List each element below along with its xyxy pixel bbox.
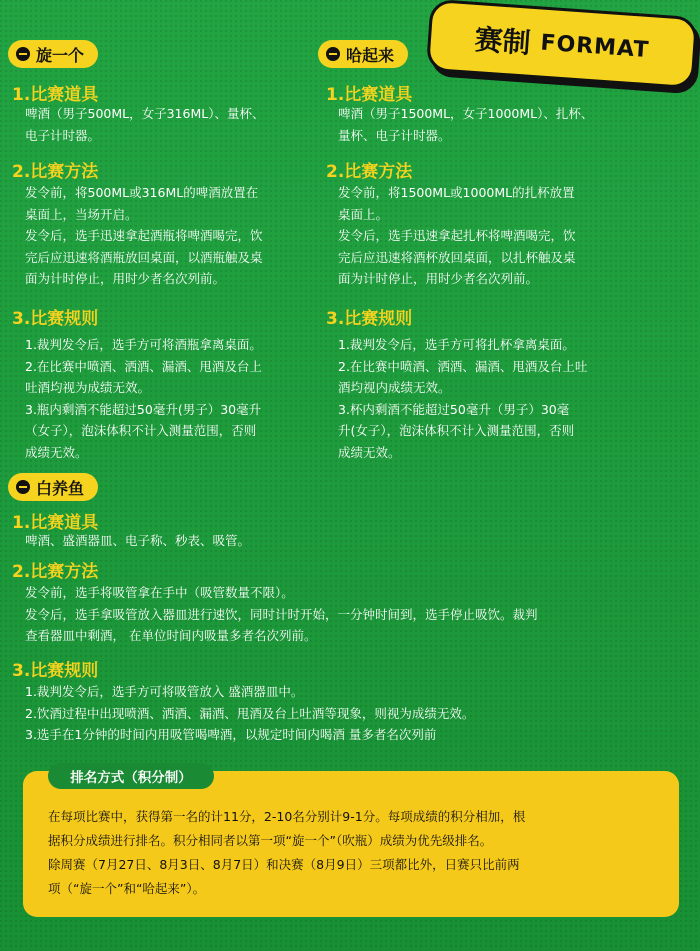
section-title-cheers xyxy=(318,40,408,68)
heading-method: 2.比赛方法 xyxy=(326,162,413,182)
heading-method: 2.比赛方法 xyxy=(12,562,99,582)
heading-tools: 1.比赛道具 xyxy=(12,85,99,105)
badge-title-zh: 赛制 xyxy=(473,22,532,60)
rules-text: 1.裁判发令后，选手方可将酒瓶拿离桌面。 2.在比赛中喷酒、洒酒、漏酒、甩酒及台上 吐酒均视为成绩无效。 3.瓶内剩酒不能超过50毫升(男子）30毫升 （女子），泡沫体积不计入测量范围，否则 成绩无效。 xyxy=(25,337,262,460)
format-badge xyxy=(426,0,698,89)
method-text: 发令前，将500ML或316ML的啤酒放置在 桌面上，当场开启。 发令后，选手迅速拿起酒瓶将啤酒喝完，饮 完后应迅速将酒瓶放回桌面，以酒瓶触及桌 面为计时停止，用时少者名次列前。 xyxy=(25,185,263,286)
heading-tools: 1.比赛道具 xyxy=(326,85,413,105)
ranking-title: 排名方式（积分制） xyxy=(48,763,214,789)
method-text: 发令前，选手将吸管拿在手中（吸管数量不限）。 发令后，选手拿吸管放入器皿进行速饮，同时计时开始，一分钟时间到，选手停止吸饮。裁判 查看器皿中剩酒， 在单位时间内吸量多者名次列前。 xyxy=(25,585,538,643)
method-text: 发令前，将1500ML或1000ML的扎杯放置 桌面上。 发令后，选手迅速拿起扎杯将啤酒喝完，饮 完后应迅速将酒杯放回桌面，以扎杯触及桌 面为计时停止，用时少者名次列前。 xyxy=(338,185,576,286)
tools-text: 啤酒（男子500ML，女子316ML）、量杯、 电子计时器。 xyxy=(25,106,265,143)
minus-circle-icon xyxy=(16,480,30,494)
tools-text: 啤酒、盛酒器皿、电子称、秒表、吸管。 xyxy=(25,533,251,548)
heading-rules: 3.比赛规则 xyxy=(12,309,99,329)
tools-text: 啤酒（男子1500ML，女子1000ML）、扎杯、 量杯、电子计时器。 xyxy=(338,106,594,143)
section-title-label: 白养鱼 xyxy=(36,478,85,498)
badge-title-en: FORMAT xyxy=(539,30,651,63)
section-title-label: 哈起来 xyxy=(346,45,395,65)
section-title-fish xyxy=(8,473,98,501)
ranking-text: 在每项比赛中，获得第一名的计11分，2-10名分别计9-1分。每项成绩的积分相加，根 据积分成绩进行排名。积分相同者以第一项“旋一个”（吹瓶）成绩为优先级排名。 除周赛（7月27日、8月3日、8月7日）和决赛（8月9日）三项都比外，日赛只比前两 项（“旋一个”和“哈起来”）。 xyxy=(48,809,526,896)
heading-rules: 3.比赛规则 xyxy=(326,309,413,329)
minus-circle-icon xyxy=(16,47,30,61)
heading-rules: 3.比赛规则 xyxy=(12,661,99,681)
heading-method: 2.比赛方法 xyxy=(12,162,99,182)
rules-text: 1.裁判发令后，选手方可将吸管放入 盛酒器皿中。 2.饮酒过程中出现喷酒、洒酒、漏酒、甩酒及台上吐酒等现象，则视为成绩无效。 3.选手在1分钟的时间内用吸管喝啤酒，以规定时间内喝酒 量多者名次列前 xyxy=(25,684,475,742)
heading-tools: 1.比赛道具 xyxy=(12,513,99,533)
rules-text: 1.裁判发令后，选手方可将扎杯拿离桌面。 2.在比赛中喷酒、洒酒、漏酒、甩酒及台上吐 酒均视内成绩无效。 3.杯内剩酒不能超过50毫升（男子）30毫 升(女子），泡沫体积不计入测量范围，否则 成绩无效。 xyxy=(338,337,588,460)
section-title-spin xyxy=(8,40,98,68)
minus-circle-icon xyxy=(326,47,340,61)
section-title-label: 旋一个 xyxy=(36,45,85,65)
